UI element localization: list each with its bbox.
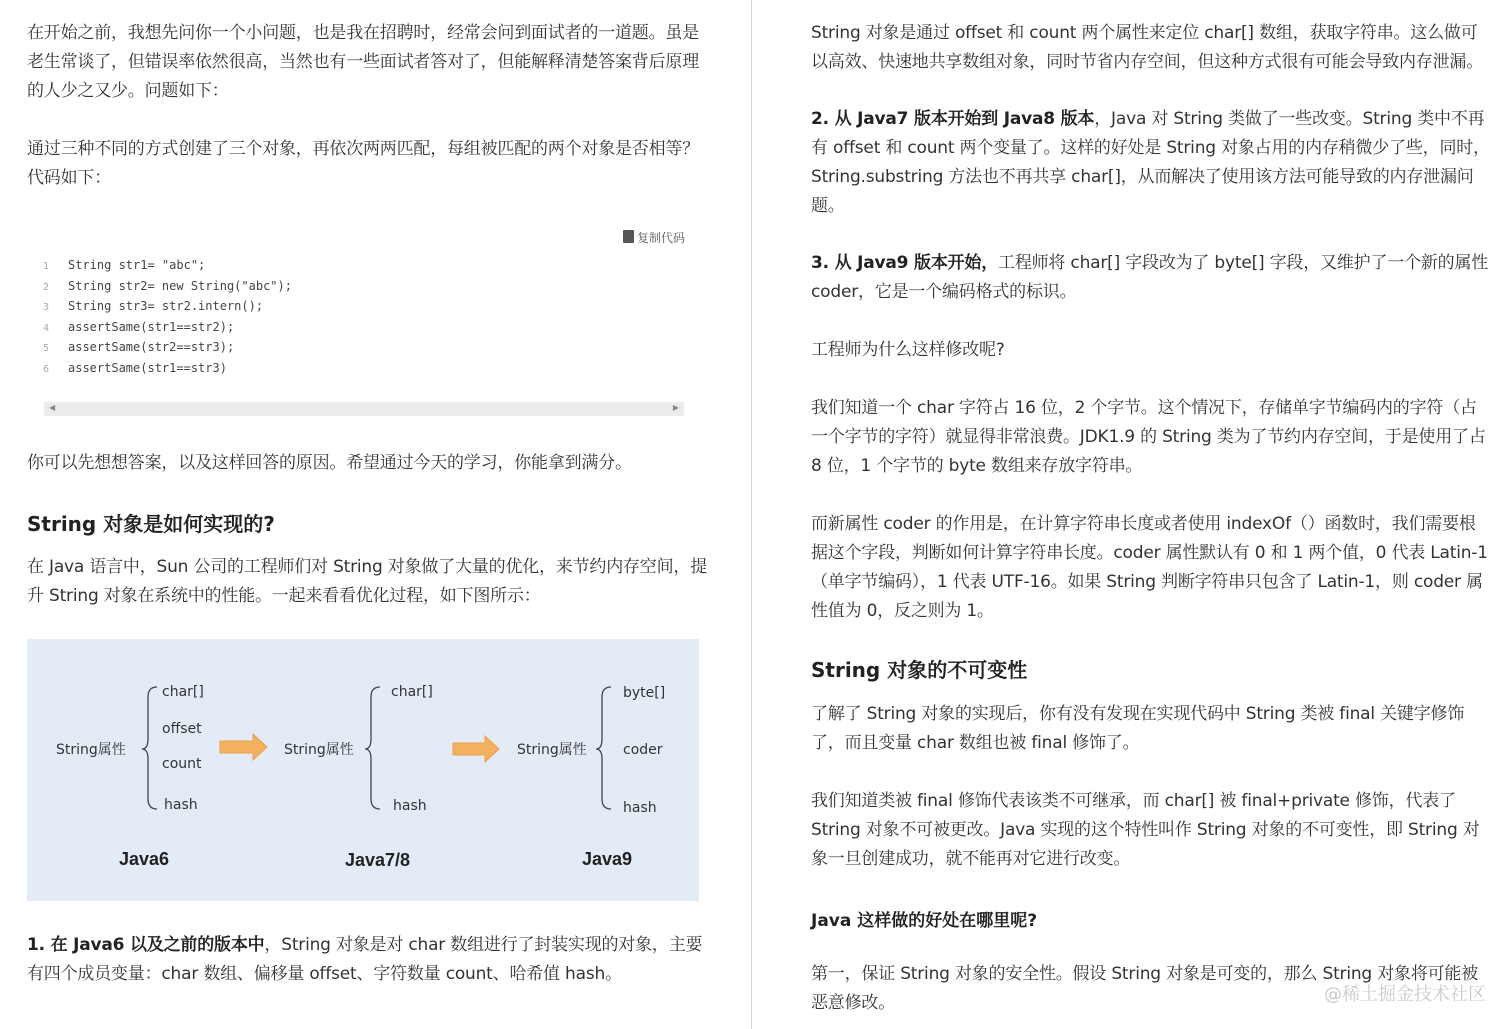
diagram-root-label: String属性 xyxy=(517,742,587,758)
diagram-field-label: hash xyxy=(393,798,427,814)
why-paragraph: 工程师为什么这样修改呢? xyxy=(811,340,1005,360)
code-text: assertSame(str2==str3); xyxy=(68,340,235,355)
diagram-field-label: count xyxy=(162,756,202,772)
code-line xyxy=(43,338,292,359)
scroll-right-icon[interactable]: ▶ xyxy=(672,403,679,412)
code-line xyxy=(43,359,292,380)
final-paragraph: 了解了 String 对象的实现后，你有没有发现在实现代码中 String 类被 final 关键字修饰了，而且变量 char 数组也被 final 修饰了。 xyxy=(811,704,1465,753)
coder-paragraph: 而新属性 coder 的作用是，在计算字符串长度或者使用 indexOf（）函数时，我们需要根据这个字段，判断如何计算字符串长度。coder 属性默认有 0 和 1 两个值，0 代表 Latin-1（单字节编码），1 代表 UTF-16。如果 String 判断字符串只包含了 Latin-1，则 coder 属性值为 0，反之则为 1。 xyxy=(811,514,1488,621)
line-number: 5 xyxy=(43,343,50,355)
code-block xyxy=(27,214,699,426)
code-line xyxy=(43,297,292,318)
diagram-field-label: coder xyxy=(623,742,663,758)
code-lines xyxy=(43,256,292,380)
brace-icon xyxy=(365,687,380,809)
code-horizontal-scrollbar[interactable] xyxy=(44,402,684,416)
diagram-version-label: Java9 xyxy=(582,849,633,869)
brace-icon xyxy=(596,687,611,809)
diagram-field-label: hash xyxy=(623,800,657,816)
benefit-heading: Java 这样做的好处在哪里呢? xyxy=(811,911,1038,931)
code-line xyxy=(43,256,292,277)
char-size-paragraph: 我们知道一个 char 字符占 16 位，2 个字节。这个情况下，存储单字节编码内的字符（占一个字节的字符）就显得非常浪费。JDK1.9 的 String 类为了节约内存空间，于是使用了占 8 位，1 个字节的 byte 数组来存放字符串。 xyxy=(811,398,1486,476)
scroll-left-icon[interactable]: ◀ xyxy=(49,403,56,412)
code-text: String str2= new String("abc"); xyxy=(68,278,292,293)
diagram-field-label: char[] xyxy=(391,684,433,700)
brace-icon xyxy=(142,687,157,809)
question-paragraph: 通过三种不同的方式创建了三个对象，再依次两两匹配，每组被匹配的两个对象是否相等？代码如下： xyxy=(27,139,699,188)
left-page xyxy=(0,0,751,1029)
line-number: 6 xyxy=(43,363,50,375)
arrow-right-icon xyxy=(453,736,499,762)
java9-bold: 3. 从 Java9 版本开始， xyxy=(811,253,999,273)
security-paragraph: 第一，保证 String 对象的安全性。假设 String 对象是可变的，那么 String 对象将可能被恶意修改。 xyxy=(811,964,1479,1013)
point1-text: ，String 对象是对 char 数组进行了封装实现的对象，主要有四个成员变量：char 数组、偏移量 offset、字符数量 count、哈希值 hash。 xyxy=(27,935,703,984)
impl-paragraph: 在 Java 语言中，Sun 公司的工程师们对 String 对象做了大量的优化，来节约内存空间，提升 String 对象在系统中的性能。一起来看看优化过程，如下图所示： xyxy=(27,557,708,606)
code-line xyxy=(43,318,292,339)
copy-code-label: 复制代码 xyxy=(636,231,685,245)
diagram-svg xyxy=(27,639,699,901)
diagram-root-label: String属性 xyxy=(56,742,126,758)
diagram-field-label: char[] xyxy=(162,684,204,700)
watermark: @稀土掘金技术社区 xyxy=(1324,984,1486,1005)
diagram-version-label: Java7/8 xyxy=(345,850,411,870)
java9-paragraph xyxy=(811,249,1491,307)
java9-text: 工程师将 char[] 字段改为了 byte[] 字段，又维护了一个新的属性 coder，它是一个编码格式的标识。 xyxy=(811,253,1489,302)
immutable-paragraph: 我们知道类被 final 修饰代表该类不可继承，而 char[] 被 final+private 修饰，代表了 String 对象不可被更改。Java 实现的这个特性叫作 String 对象的不可变性，即 String 对象一旦创建成功，就不能再对它进行改变。 xyxy=(811,791,1480,869)
point1-paragraph xyxy=(27,931,707,989)
diagram-field-label: offset xyxy=(162,721,202,737)
code-text: String str3= str2.intern(); xyxy=(68,299,264,314)
line-number: 1 xyxy=(43,261,50,272)
code-text: assertSame(str1==str2); xyxy=(68,319,235,334)
line-number: 4 xyxy=(43,322,50,334)
code-line xyxy=(43,277,292,298)
code-text: String str1= "abc"; xyxy=(68,258,206,272)
code-text: assertSame(str1==str3) xyxy=(68,360,227,375)
java78-bold: 2. 从 Java7 版本开始到 Java8 版本 xyxy=(811,109,1095,129)
think-paragraph: 你可以先想想答案，以及这样回答的原因。希望通过今天的学习，你能拿到满分。 xyxy=(27,453,632,473)
string-evolution-diagram xyxy=(27,639,699,901)
line-number: 3 xyxy=(43,302,50,314)
right-page xyxy=(752,0,1512,1029)
point1-bold: 1. 在 Java6 以及之前的版本中 xyxy=(27,935,265,955)
diagram-field-label: hash xyxy=(164,797,198,813)
copy-icon xyxy=(623,230,634,243)
java78-paragraph xyxy=(811,105,1491,221)
diagram-field-label: byte[] xyxy=(623,685,666,701)
arrow-right-icon xyxy=(220,734,267,760)
copy-code-button[interactable] xyxy=(623,229,685,246)
diagram-root-label: String属性 xyxy=(284,742,354,758)
diagram-version-label: Java6 xyxy=(119,849,170,869)
section-heading-immutable: String 对象的不可变性 xyxy=(811,658,1028,682)
intro-paragraph: 在开始之前，我想先问你一个小问题，也是我在招聘时，经常会问到面试者的一道题。虽是老生常谈了，但错误率依然很高，当然也有一些面试者答对了，但能解释清楚答案背后原理的人少之又少。问题如下： xyxy=(27,23,699,101)
java78-text: ，Java 对 String 类做了一些改变。String 类中不再有 offset 和 count 两个变量了。这样的好处是 String 对象占用的内存稍微少了些，同时，String.substring 方法也不再共享 char[]，从而解决了使用该方法可能导致的内存泄漏问题。 xyxy=(811,109,1490,216)
section-heading-impl: String 对象是如何实现的? xyxy=(27,512,275,536)
offset-paragraph: String 对象是通过 offset 和 count 两个属性来定位 char[] 数组，获取字符串。这么做可以高效、快速地共享数组对象，同时节省内存空间，但这种方式很有可能会导致内存泄漏。 xyxy=(811,23,1483,72)
line-number: 2 xyxy=(43,281,50,293)
